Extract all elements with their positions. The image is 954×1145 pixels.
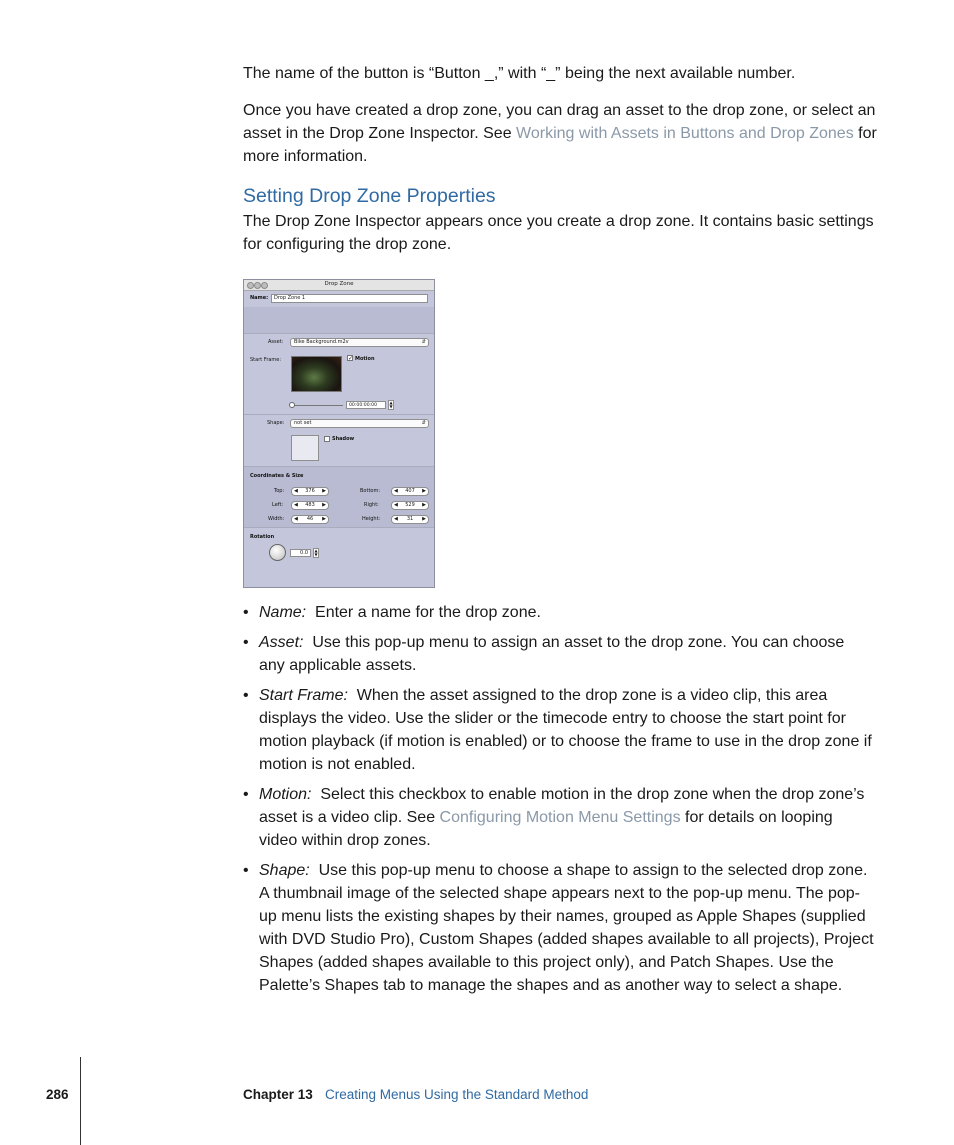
height-value: 31 [406,516,414,522]
para2-text-b: for more information. [243,125,877,165]
height-field[interactable] [391,515,429,524]
width-value: 46 [306,516,314,522]
height-label: Height: [362,516,381,522]
decrement-arrow-icon[interactable]: ◀ [394,502,398,508]
popup-arrows-icon: ⇵ [421,420,426,426]
coords-heading: Coordinates & Size [250,473,304,479]
increment-arrow-icon[interactable]: ▶ [322,502,326,508]
rotation-dial[interactable] [269,544,286,561]
popup-arrows-icon: ⇵ [421,339,426,345]
inspector-titlebar [244,280,434,291]
shape-label: Shape: [267,420,285,426]
footer-divider [80,1057,81,1145]
start-frame-slider-track[interactable] [292,405,343,406]
name-field[interactable]: Drop Zone 1 [271,294,428,303]
width-field[interactable] [291,515,329,524]
divider [244,414,434,415]
chapter-title-link[interactable]: Creating Menus Using the Standard Method [325,1087,589,1102]
decrement-arrow-icon[interactable]: ◀ [394,488,398,494]
right-field[interactable] [391,501,429,510]
page-number: 286 [46,1087,69,1102]
right-value: 529 [405,502,415,508]
chapter-label: Chapter 13 [243,1087,313,1102]
paragraph-inspector-intro: The Drop Zone Inspector appears once you create a drop zone. It contains basic settings for configuring the drop zone. [243,213,874,253]
inspector-title: Drop Zone [324,281,354,287]
asset-label: Asset: [268,339,284,345]
start-frame-thumbnail [291,356,342,392]
decrement-arrow-icon[interactable]: ◀ [294,516,298,522]
decrement-arrow-icon[interactable]: ◀ [294,502,298,508]
increment-arrow-icon[interactable]: ▶ [422,488,426,494]
divider [244,333,434,334]
right-label: Right: [364,502,379,508]
bullet-icon: • [243,687,249,704]
bullet-icon: • [243,862,249,879]
bullet-icon: • [243,634,249,651]
bullet-text: Use this pop-up menu to choose a shape to assign to the selected drop zone. A thumbnail image of the selected shape appears next to the pop-up menu. The pop-up menu lists the existing shapes by their names, grouped as Apple Shapes (supplied with DVD Studio Pro), Custom Shapes (added shapes available to all projects), Project Shapes (added shapes available to this project only), and Patch Shapes. Use the Palette’s Shapes tab to manage the shapes and as another way to select a shape. [259,862,874,994]
increment-arrow-icon[interactable]: ▶ [422,516,426,522]
bullet-term: Asset: [259,634,304,651]
increment-arrow-icon[interactable]: ▶ [422,502,426,508]
timecode-field[interactable]: 00:00:00:00 [346,401,386,409]
name-label: Name: [250,295,269,301]
para2-text-a: Once you have created a drop zone, you can drag an asset to the drop zone, or select an asset in the Drop Zone Inspector. See [243,102,876,142]
decrement-arrow-icon[interactable]: ◀ [394,516,398,522]
increment-arrow-icon[interactable]: ▶ [322,516,326,522]
left-value: 483 [305,502,315,508]
bullet-term: Motion: [259,786,312,803]
top-field[interactable] [291,487,329,496]
name-area-background [244,307,434,333]
shape-popup[interactable] [290,419,429,428]
bullet-text-b: for details on looping video within drop zones. [259,809,833,849]
rotation-stepper[interactable]: ▲ ▼ [314,548,318,557]
bullet-term: Start Frame: [259,687,348,704]
top-label: Top: [274,488,285,494]
bullet-term: Shape: [259,862,310,879]
increment-arrow-icon[interactable]: ▶ [322,488,326,494]
timecode-stepper[interactable]: ▲ ▼ [389,400,393,409]
motion-label: Motion [355,356,375,362]
bullet-text: Enter a name for the drop zone. [315,604,541,621]
paragraph-button-name: The name of the button is “Button _,” with “_” being the next available number. [243,65,796,82]
bullet-text-a: Select this checkbox to enable motion in the drop zone when the drop zone’s asset is a video clip. See [259,786,865,826]
bullet-text: When the asset assigned to the drop zone is a video clip, this area displays the video. Use the slider or the timecode entry to choose the start point for motion playback (if motion is enabled) or to choose the frame to use in the drop zone if motion is not enabled. [259,687,872,773]
rotation-label: Rotation [250,534,275,540]
shape-thumbnail [291,435,319,461]
link-working-with-assets[interactable]: Working with Assets in Buttons and Drop Zones [516,125,854,142]
bottom-value: 407 [405,488,415,494]
link-configuring-motion-menu[interactable]: Configuring Motion Menu Settings [439,809,681,826]
bullet-term: Name: [259,604,307,621]
left-field[interactable] [291,501,329,510]
motion-checkbox[interactable]: ✓ [348,355,354,362]
start-frame-label: Start Frame: [250,357,282,363]
shape-popup-value: not set [294,420,312,426]
asset-popup[interactable] [290,338,429,347]
rotation-field[interactable]: 0.0 [290,549,311,557]
section-heading: Setting Drop Zone Properties [243,185,496,207]
bottom-label: Bottom: [360,488,381,494]
divider [244,527,434,528]
shadow-checkbox[interactable] [324,436,330,442]
start-frame-slider-knob[interactable] [289,402,295,408]
top-value: 376 [305,488,315,494]
bullet-icon: • [243,604,249,621]
asset-popup-value: Bike Background.m2v [294,339,349,345]
bullet-text: Use this pop-up menu to assign an asset to the drop zone. You can choose any applicable assets. [259,634,845,674]
decrement-arrow-icon[interactable]: ◀ [294,488,298,494]
shadow-label: Shadow [332,436,355,442]
bullet-icon: • [243,786,249,803]
width-label: Width: [268,516,285,522]
bottom-field[interactable] [391,487,429,496]
paragraph-drop-zone-assets [243,99,883,168]
drop-zone-inspector [243,279,435,588]
left-label: Left: [272,502,284,508]
